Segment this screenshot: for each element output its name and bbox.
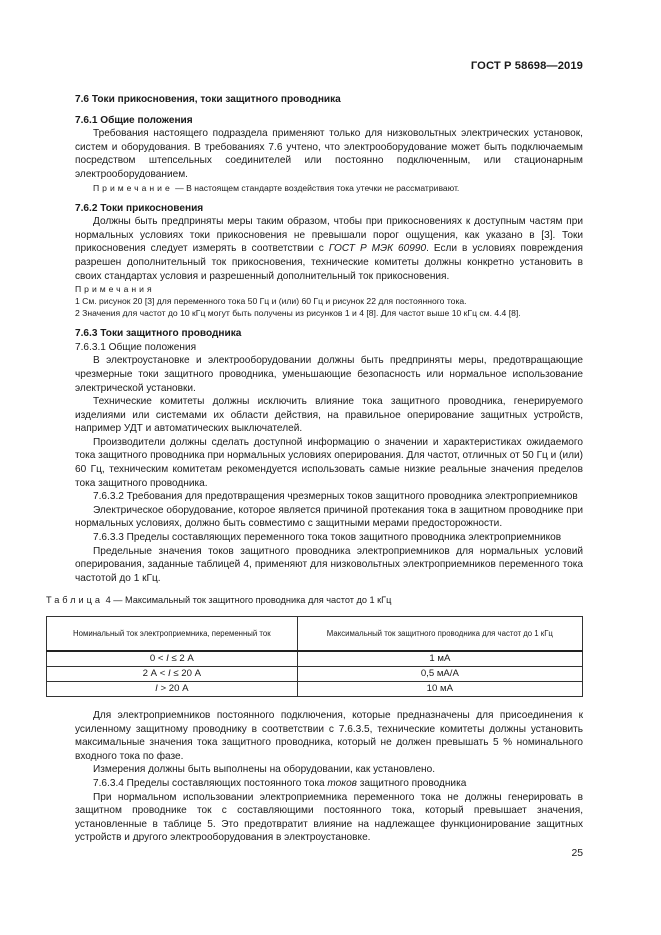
clause-7634-italic: токов [327,777,357,789]
notes-label [75,283,583,295]
subsection-title-762: 7.6.2 Токи прикосновения [75,202,204,214]
paragraph-7634: При нормальном использовании электроприемника переменного тока не должны генерировать в защитном проводнике ток с составляющими постоянного тока, который превышает значения, установленные в таблице 5. Это предотвратит влияние на надлежащее функционирование защитных устройств и другого электрооборудования в электроустановке. [75,791,583,844]
clause-title-7631: 7.6.3.1 Общие положения [75,341,197,353]
table-cell-range: 0 < I ≤ 2 А [47,651,298,667]
clause-7634-part-a: 7.6.3.4 Пределы составляющих постоянного тока [93,777,328,789]
table-label: Таблица [46,595,104,606]
paragraph-7631-2: Технические комитеты должны исключить влияние тока защитного проводника, генерируемого изделиями или системами их области действия, на правильное оперирование защитных устройств, например УДТ и автоматических выключателей. [75,396,583,435]
table-cell-value: 0,5 мА/А [297,667,582,682]
notes-label-text: Примечания [75,284,155,295]
table-row [47,682,583,697]
protective-current-table [46,616,583,697]
note-762-1: 1 См. рисунок 20 [3] для переменного тока 50 Гц и (или) 60 Гц и рисунок 22 для постоянного тока. [75,296,467,307]
standard-designation: ГОСТ Р 58698—2019 [470,60,583,72]
paragraph-7631-3: Производители должны сделать доступной информацию о значении и характеристиках ожидаемого тока защитного проводника при нормальных условиях оперирования. Для частот, отличных от 50 Гц и (или) 60 Гц, техническим комитетам рекомендуется использовать самые низкие реальные значения пределов тока защитного проводника. [75,436,583,489]
paragraph-761: Требования настоящего подраздела применяют только для низковольтных электрических установок, систем и оборудования. В требованиях 7.6 учтено, что электрооборудование может быть подключаемым посредством штепсельных соединителей или постоянно подключенным, или стационарным электрооборудованием. [75,128,583,180]
paragraph-7633: Предельные значения токов защитного проводника электроприемников для нормальных условий оперирования, заданные таблицей 4, применяют для низковольтных электроприемников переменного тока частотой до 1 кГц. [75,545,583,584]
paragraph-762-part-b: . Если в условиях повреждения разрешен дополнительный ток прикосновения, технические комитеты должны конкретно установить в своих стандартах условия и разрешенный дополнительный ток прикосновения. [75,243,583,282]
table-caption [46,594,583,608]
paragraph-762 [75,215,583,283]
note-762-2: 2 Значения для частот до 10 кГц могут быть получены из рисунков 1 и 4 [8]. Для частот выше 10 кГц см. 4.4 [8]. [75,308,521,319]
table-cell-value: 1 мА [297,651,582,667]
table-cell-range: I > 20 А [47,682,298,697]
paragraph-7631-1: В электроустановке и электрооборудовании должны быть предприняты меры, предотвращающие чрезмерные токи защитного проводника, уменьшающие безопасность или нормальное использование электрической установки. [75,355,583,394]
section-title: 7.6 Токи прикосновения, токи защитного проводника [75,94,341,105]
clause-title-7633: 7.6.3.3 Пределы составляющих переменного тока токов защитного проводника электроприемников [93,532,562,544]
clause-7634-part-b: защитного проводника [356,777,467,789]
page-content [46,93,583,845]
note-text: — В настоящем стандарте воздействия тока утечки не рассматривают. [172,182,460,193]
table-header-max-current: Максимальный ток защитного проводника для частот до 1 кГц [297,617,582,652]
note-label: Примечание [93,182,173,193]
note-761 [75,182,583,194]
clause-title-7632: 7.6.3.2 Требования для предотвращения чрезмерных токов защитного проводника электроприемников [93,491,578,503]
table-caption-text: 4 — Максимальный ток защитного проводника для частот до 1 кГц [103,595,392,606]
page-number: 25 [571,848,583,859]
paragraph-7632: Электрическое оборудование, которое является причиной протекания тока в защитном проводнике при нормальных условиях, должно быть совместимо с защитными мерами предосторожности. [75,504,583,530]
standard-reference: ГОСТ Р МЭК 60990 [328,243,427,255]
table-cell-range: 2 А < I ≤ 20 А [47,667,298,682]
paragraph-after-table-1: Для электроприемников постоянного подключения, которые предназначены для присоединения к усиленному защитному проводнику в соответствии с 7.6.3.5, технические комитеты должны установить максимальные значения тока защитного проводника, который не должен превышать 5 % номинального входного тока по фазе. [75,710,583,762]
paragraph-762-part-a: Должны быть предприняты меры таким образом, чтобы при прикосновениях к доступным частям при нормальных условиях токи прикосновения не превышали порог ощущения, как указано в [3]. Токи прикосновения следует измерять в соответствии с [75,216,583,255]
clause-title-7634 [75,777,583,791]
subsection-title-763: 7.6.3 Токи защитного проводника [75,328,242,340]
table-row [47,651,583,667]
table-row [47,667,583,682]
paragraph-after-table-2: Измерения должны быть выполнены на оборудовании, как установлено. [93,764,436,776]
table-cell-value: 10 мА [297,682,582,697]
subsection-title-761: 7.6.1 Общие положения [75,114,193,126]
table-header-rated-current: Номинальный ток электроприемника, переменный ток [47,617,298,652]
